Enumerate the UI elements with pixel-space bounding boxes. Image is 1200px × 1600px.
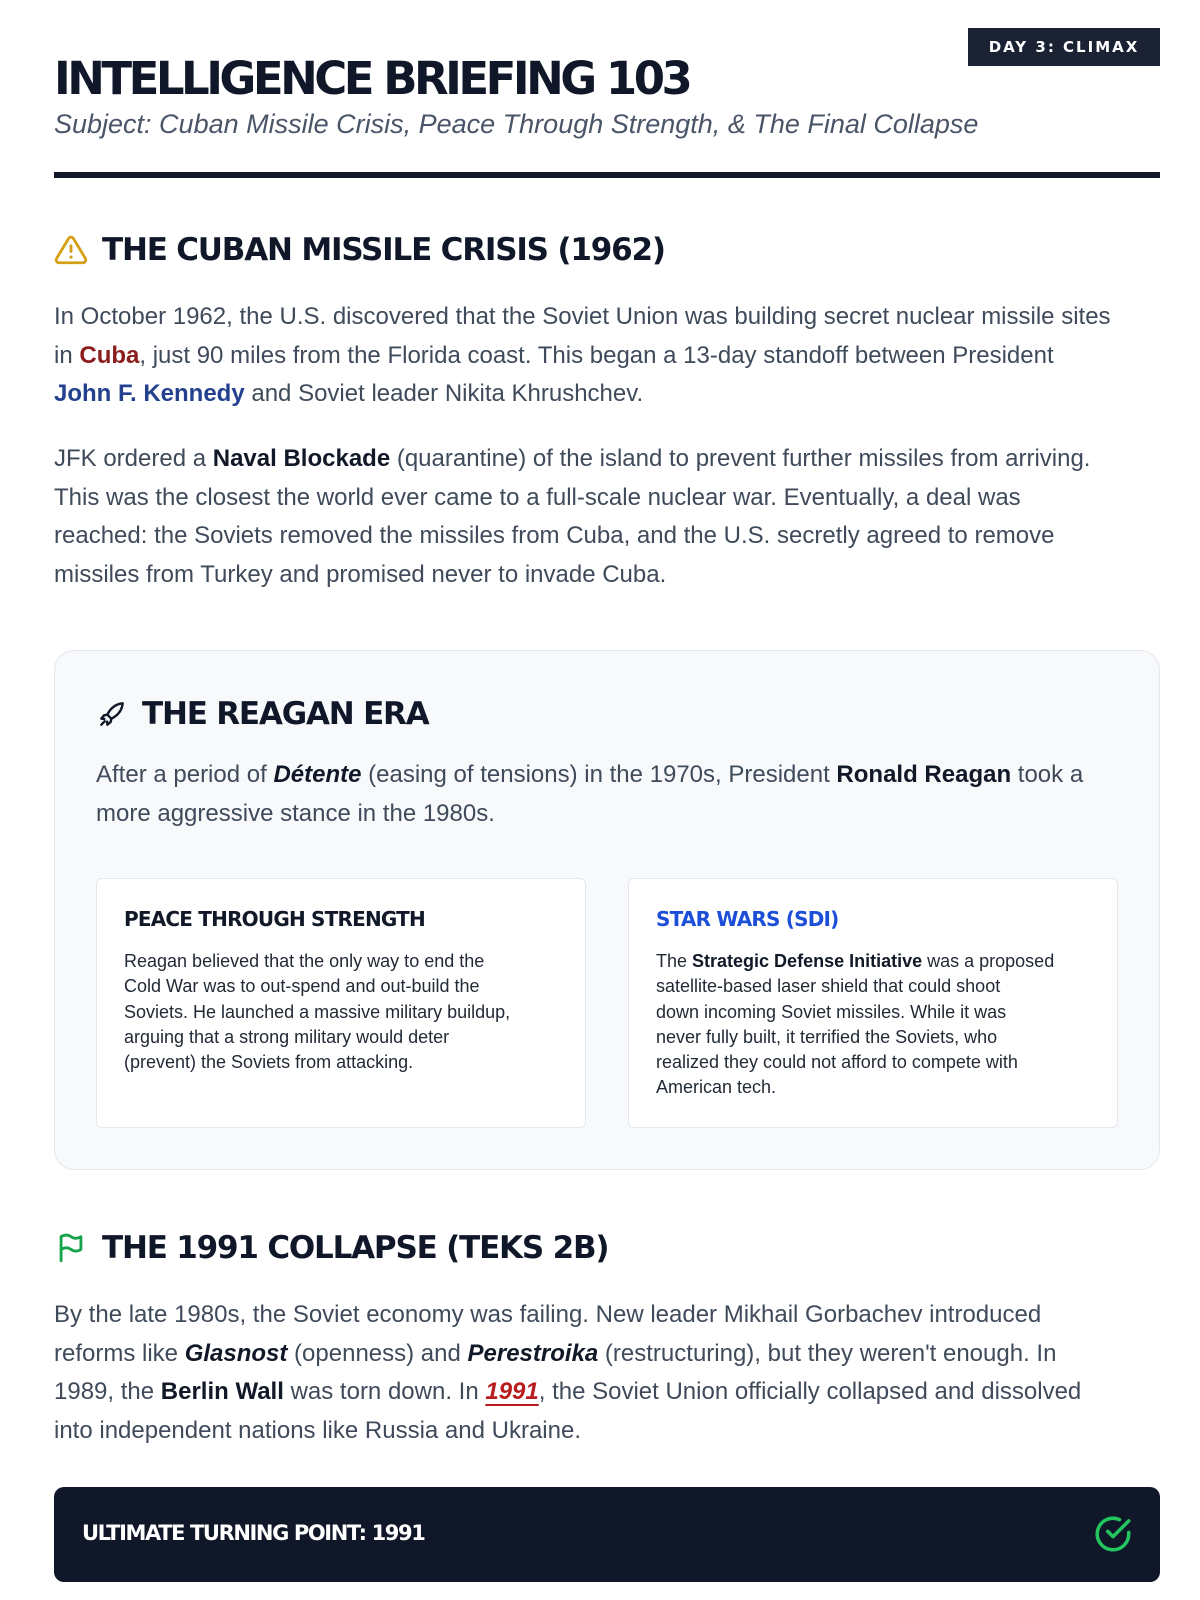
peace-through-strength-card <box>96 878 586 1128</box>
check-circle-icon <box>1092 1513 1134 1555</box>
cuban-section-header <box>54 232 665 268</box>
card-body-peace: Reagan believed that the only way to end the Cold War was to out-spend and out-build the Soviets. He launched a massive military buildup, arguing that a strong military would deter (prevent) the Soviets from attacking. <box>124 951 511 1073</box>
page-title: INTELLIGENCE BRIEFING 103 <box>54 52 690 105</box>
reagan-section-header <box>96 696 429 732</box>
berlin-wall-term: Berlin Wall <box>160 1378 284 1405</box>
collapse-year: 1991 <box>485 1378 539 1405</box>
collapse-section-header <box>54 1230 608 1266</box>
card-body-sdi: The Strategic Defense Initiative was a proposed satellite-based laser shield that could shoot down incoming Soviet missiles. While it was never fully built, it terrified the Soviets, who realized they could not afford to compete with American tech. <box>656 951 1055 1098</box>
cuba-highlight: Cuba <box>79 341 140 369</box>
card-title-sdi: STAR WARS (SDI) <box>656 907 839 931</box>
star-wars-card <box>628 878 1118 1128</box>
sdi-term: Strategic Defense Initiative <box>692 951 923 971</box>
banner-text: ULTIMATE TURNING POINT: 1991 <box>82 1521 425 1545</box>
page-subtitle: Subject: Cuban Missile Crisis, Peace Through Strength, & The Final Collapse <box>54 109 979 139</box>
reagan-name: Ronald Reagan <box>836 761 1012 788</box>
flag-icon <box>54 1231 88 1265</box>
collapse-heading: THE 1991 COLLAPSE (TEKS 2B) <box>102 1230 609 1266</box>
card-title-peace: PEACE THROUGH STRENGTH <box>124 907 425 931</box>
rocket-icon <box>96 698 128 730</box>
warning-icon <box>54 233 88 267</box>
cuban-paragraph-2: JFK ordered a Naval Blockade (quarantine) of the island to prevent further missiles from arriving. This was the closest the world ever came to a full-scale nuclear war. Eventually, a deal was reached: the Soviets removed the missiles from Cuba, and the U.S. secretly agreed to remove missiles from Turkey and promised never to invade Cuba. <box>54 445 1091 588</box>
reagan-heading: THE REAGAN ERA <box>142 696 429 732</box>
collapse-paragraph: By the late 1980s, the Soviet economy was failing. New leader Mikhail Gorbachev introduced reforms like Glasnost (openness) and Perestroika (restructuring), but they weren't enough. In 1989, the Berlin Wall was torn down. In 1991, the Soviet Union officially collapsed and dissolved into independent nations like Russia and Ukraine. <box>54 1301 1082 1444</box>
header-divider <box>54 172 1160 178</box>
naval-blockade-term: Naval Blockade <box>212 445 391 472</box>
reagan-intro: After a period of Détente (easing of tensions) in the 1970s, President Ronald Reagan took a more aggressive stance in the 1980s. <box>96 761 1084 827</box>
perestroika-term: Perestroika <box>467 1339 599 1367</box>
cuban-heading: THE CUBAN MISSILE CRISIS (1962) <box>102 232 665 268</box>
turning-point-banner <box>54 1487 1160 1582</box>
cuban-paragraph-1: In October 1962, the U.S. discovered that the Soviet Union was building secret nuclear missile sites in Cuba, just 90 miles from the Florida coast. This began a 13-day standoff between President John F. Kennedy and Soviet leader Nikita Khrushchev. <box>54 303 1111 407</box>
detente-term: Détente <box>273 761 362 788</box>
glasnost-term: Glasnost <box>184 1339 288 1367</box>
jfk-highlight: John F. Kennedy <box>54 380 245 407</box>
day-badge: DAY 3: CLIMAX <box>968 28 1160 66</box>
